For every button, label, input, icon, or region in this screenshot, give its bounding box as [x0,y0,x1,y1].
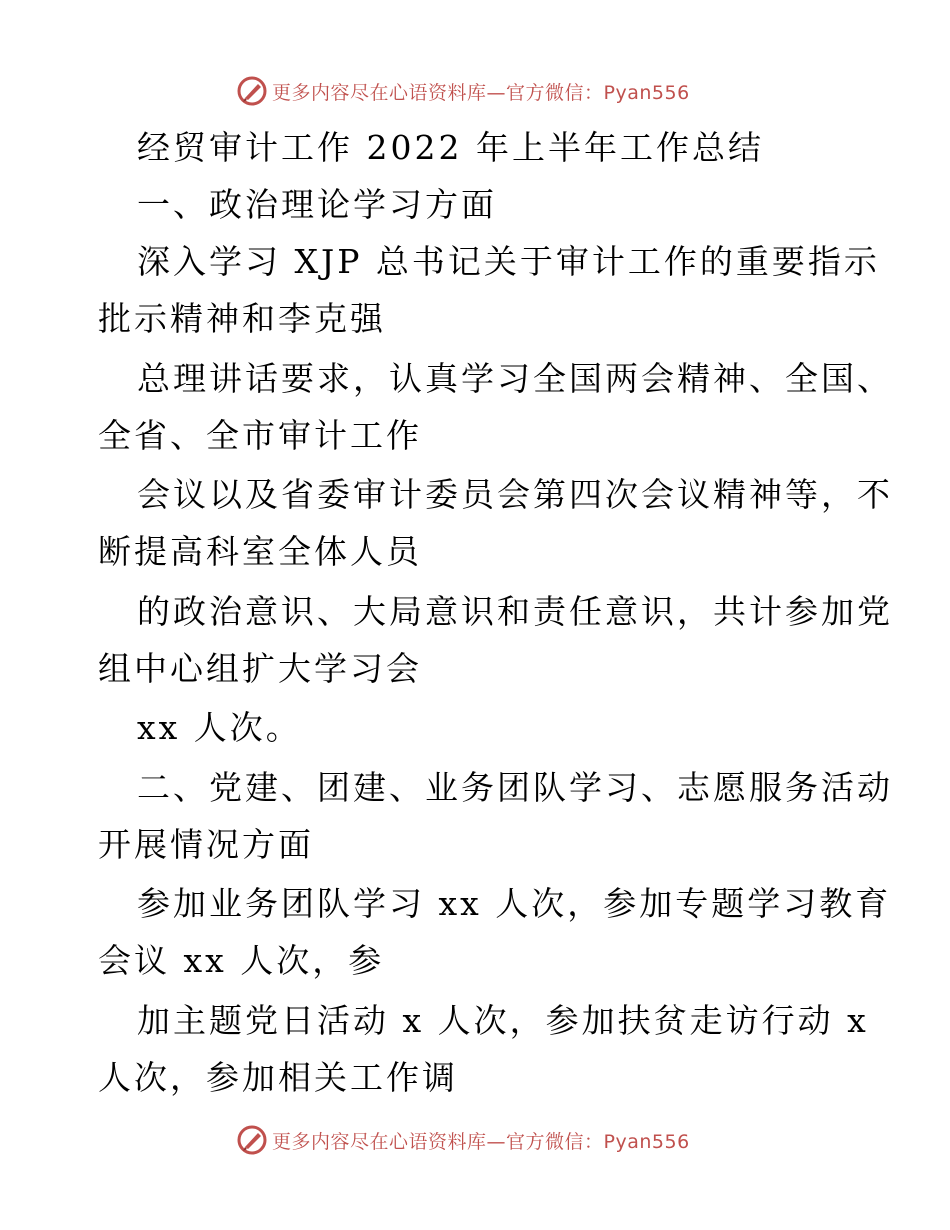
section-heading: 一、政治理论学习方面 [137,185,497,224]
paragraph-line: 人次，参加相关工作调 [98,1058,458,1097]
document-title: 经贸审计工作 2022 年上半年工作总结 [137,128,764,167]
paragraph-line: 会议 xx 人次，参 [98,941,385,980]
paragraph-line: xx 人次。 [137,708,302,747]
paragraph-line: 的政治意识、大局意识和责任意识，共计参加党 [137,592,893,631]
watermark-text: 更多内容尽在心语资料库—官方微信：Pyan556 [272,1130,690,1153]
paragraph-line: 全省、全市审计工作 [98,416,422,455]
watermark-text: 更多内容尽在心语资料库—官方微信：Pyan556 [272,81,690,104]
paragraph-line: 组中心组扩大学习会 [98,649,422,688]
paragraph-line: 加主题党日活动 x 人次，参加扶贫走访行动 x [137,1001,869,1040]
paragraph-line: 断提高科室全体人员 [98,532,422,571]
section-heading: 二、党建、团建、业务团队学习、志愿服务活动 [137,768,893,807]
paragraph-line: 会议以及省委审计委员会第四次会议精神等，不 [137,475,893,514]
pen-logo-icon [236,1124,268,1156]
paragraph-line: 总理讲话要求，认真学习全国两会精神、全国、 [137,359,893,398]
paragraph-line: 批示精神和李克强 [98,299,386,338]
watermark-footer [236,1123,690,1157]
paragraph-line: 深入学习 XJP 总书记关于审计工作的重要指示 [137,242,880,281]
paragraph-line: 参加业务团队学习 xx 人次，参加专题学习教育 [137,884,892,923]
section-heading: 开展情况方面 [98,825,314,864]
